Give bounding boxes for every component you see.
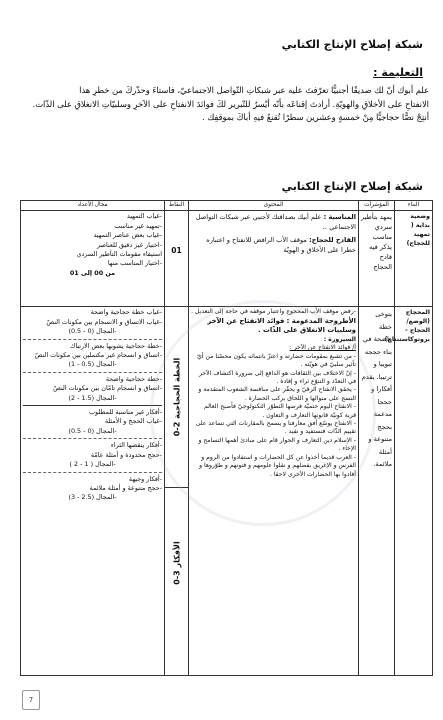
instruction-line: الانفتاحِ على الأخلاقِ والهويّةِ. أرادتَ إقناعَه بأنّه أيْسرُ للتّبرير لكَ فوائدَ الانفتاحِ على الآخرِ وسلبيّاتِ الانغلاقِ على الذّات. — [32, 98, 429, 109]
criteria-item: -حجج متنوعة و أمثلة ملائمة — [89, 483, 162, 492]
criteria-range: -المجال (1.5 - 2) — [68, 393, 117, 402]
divider — [23, 339, 162, 340]
criteria-range: من 00 إلى 01 — [69, 268, 116, 277]
criteria-item: -غياب خطة حجاجية واضحة — [90, 308, 162, 317]
content-thesis: الأطروحة المدعومة : فوائد الانفتاح عن الآخر وسلبيات الانغلاق على الذّات . — [207, 316, 356, 335]
criteria-item: -حجج محدودة و أمثلة عامّة — [90, 450, 162, 459]
instruction-text — [13, 84, 429, 125]
table-row — [21, 307, 433, 676]
content-label: القادح للحجاج: — [309, 236, 356, 245]
points-cell — [165, 307, 189, 676]
content-point: - العرب قديما أخذوا عن كل الحضارات و استفادوا من الروم و الفرس و الإغريق بفضلهم و نقلوا علومهم و فنونهم و طوّروها و أفادوا بها الحضارات الأخرى لاحقا . — [199, 453, 356, 478]
points-value: 01 — [171, 246, 182, 256]
content-label: المناسبة : — [323, 213, 356, 222]
grid-title: شبكة إصلاح الإنتاج الكتابي — [281, 180, 423, 193]
header-stage: البناء — [395, 201, 433, 211]
criteria-item: -غياب التمهيد — [126, 212, 162, 221]
criteria-group — [23, 308, 162, 336]
criteria-item: -اختيار غير دقيق للعناصر — [97, 240, 162, 249]
criteria-item: استيفاء مقومات التأطير السردي — [76, 250, 162, 259]
criteria-item: -اتساق و انسجام غير مكتملين بين مكونات النصّ — [34, 351, 162, 360]
content-cell — [189, 307, 359, 676]
content-point: - الانفتاح يوسّع أفق معارفنا و يسمح بالمقارنات التي تساعد على تقييم الذّات فنستفيد و نفيد . — [195, 420, 356, 436]
criteria-range: -المجال (0 - 0.5) — [68, 426, 117, 435]
points-cell — [165, 211, 189, 307]
divider — [23, 438, 162, 439]
content-item — [191, 235, 356, 255]
criteria-range: -المجال (0 - 0.5) — [68, 327, 117, 336]
header-criteria: مجال الأعداد — [21, 201, 165, 211]
content-point: - الإسلام دين التعارف و الحوار قام على مبادئ أهمها التسامح و الإخاء . — [198, 436, 356, 453]
divider — [23, 405, 162, 406]
page-heading: شبكة إصلاح الإنتاج الكتابي — [281, 38, 423, 51]
header-indicators: المؤشرات — [359, 201, 395, 211]
stage-cell: المحجاج (الوضع/الحجاج - بروتوكاستنتاج) — [395, 307, 433, 676]
points-plan-block — [165, 307, 188, 488]
points-ideas-label: الأفكار 3-0 — [171, 541, 181, 586]
content-subheading: أ/ فوائد الانفتاح عن الآخر : — [289, 344, 356, 352]
criteria-item: -أفكار غير مناسبة للمطلوب — [88, 408, 162, 417]
stage-cell: وضعية بداية ( تمهيد للحجاج) — [395, 211, 433, 307]
criteria-range: -المجال (0.5 - 1) — [68, 360, 117, 369]
criteria-cell — [21, 211, 165, 307]
criteria-item: -خطة حجاجية واضحة — [105, 374, 162, 383]
instruction-line: علم أبوك أنّ لك صديقًا أجنبيًّا تعرّفتَ عليه عبر شبكاتِ التّواصل الاجتماعيّ، فاستاءَ وحذّركَ من خطرِ هذا — [79, 85, 429, 95]
instruction-label: التعليمة : — [373, 66, 423, 79]
criteria-cell — [21, 307, 165, 676]
content-point: - يحقق الانفتاح الرقيّ و يحفّز على منافسة الشعوب المتقدمة و النسج على منوالها و اللحاق بركب الحضارة . — [198, 386, 356, 402]
indicators-cell: يتوخى خطة واضحة في بناء حججه تبويبا و ترتيبا. يقدم أفكارا و حججا مدعمة بحجج متنوعة و أمثلة ملائمة. — [359, 307, 395, 676]
content-cell — [189, 211, 359, 307]
content-intro: -رفض موقف الأب المحجوج واعتبار موقفه في حاجة إلى التعديل . — [191, 308, 356, 316]
criteria-group — [23, 441, 162, 469]
content-text: علم أبيك بصداقتك لأجنبي عبر شبكات التواصل الاجتماعي .. — [195, 213, 356, 232]
criteria-item: -اتساق و انسجام تامّان بين مكونات النصّ — [53, 384, 162, 393]
criteria-group — [23, 375, 162, 403]
criteria-group — [23, 475, 162, 503]
content-text: موقف الأب الرافض للانفتاح و اعتباره خطرا على الأخلاق و الهويّة — [206, 236, 356, 255]
header-points: النقاط — [165, 201, 189, 211]
criteria-item: -غياب بعض عناصر التمهيد — [93, 231, 162, 240]
criteria-item: -خطة حجاجية يشوبها بعض الارتباك — [70, 341, 162, 350]
indicators-cell: يمهد بتأطير سردي مناسب يذكر فيه قادح الحجاج — [359, 211, 395, 307]
criteria-item: -غياب الاتساق و الانسجام بين مكونات النصّ — [46, 317, 162, 326]
page-number: 7 — [22, 690, 40, 710]
points-plan-label: الخطة الحجاجية 2-0 — [171, 358, 181, 437]
content-point: - إنّ الاختلاف بين الثقافات هو الدافع إلى ضرورة اكتشاف الآخر في التعدّد و التنوّع ثراء و إفادة . — [198, 369, 356, 386]
points-ideas-block — [165, 488, 188, 638]
grading-grid — [20, 200, 433, 676]
criteria-range: -المجال ( 1 - 2 ) — [69, 460, 116, 469]
criteria-item: -تمهيد غير مناسب — [114, 221, 162, 230]
criteria-range: -المجال (2.5 - 3) — [68, 493, 117, 502]
header-content: المحتوى — [189, 201, 359, 211]
content-item — [191, 212, 356, 232]
grid-header-row — [21, 201, 433, 211]
criteria-item: -غياب الحجج و الأمثلة — [104, 417, 162, 426]
content-point: - الانفتاح اليوم حتميّة فرضها التطوّر التكنولوجيّ فأصبح العالم قرية كونيّة قانونها التعارف و التعاون . — [204, 403, 356, 419]
criteria-group — [23, 342, 162, 370]
criteria-item: -أفكار ينقصها الثراء — [110, 441, 162, 450]
criteria-group — [23, 408, 162, 436]
instruction-line: أنتِجْ نصًّا حجاجيًّا مِنْ خمسةٍ وعشرين سطرًا تُقنعُ فيهِ أباكَ بموقفِك . — [202, 112, 429, 122]
criteria-item: -اختيار المناسب منها — [107, 259, 162, 268]
divider — [23, 472, 162, 473]
divider — [23, 372, 162, 373]
content-point: - من تشبع بمقومات حضارته و اعتزّ بانتمائه يكون محصّنا من أيّ تأثير سلبيّ في هويّته . — [197, 352, 356, 369]
content-process-label: السيرورة : — [323, 336, 356, 343]
criteria-item: -أفكار وجيهة — [128, 474, 162, 483]
table-row — [21, 211, 433, 307]
